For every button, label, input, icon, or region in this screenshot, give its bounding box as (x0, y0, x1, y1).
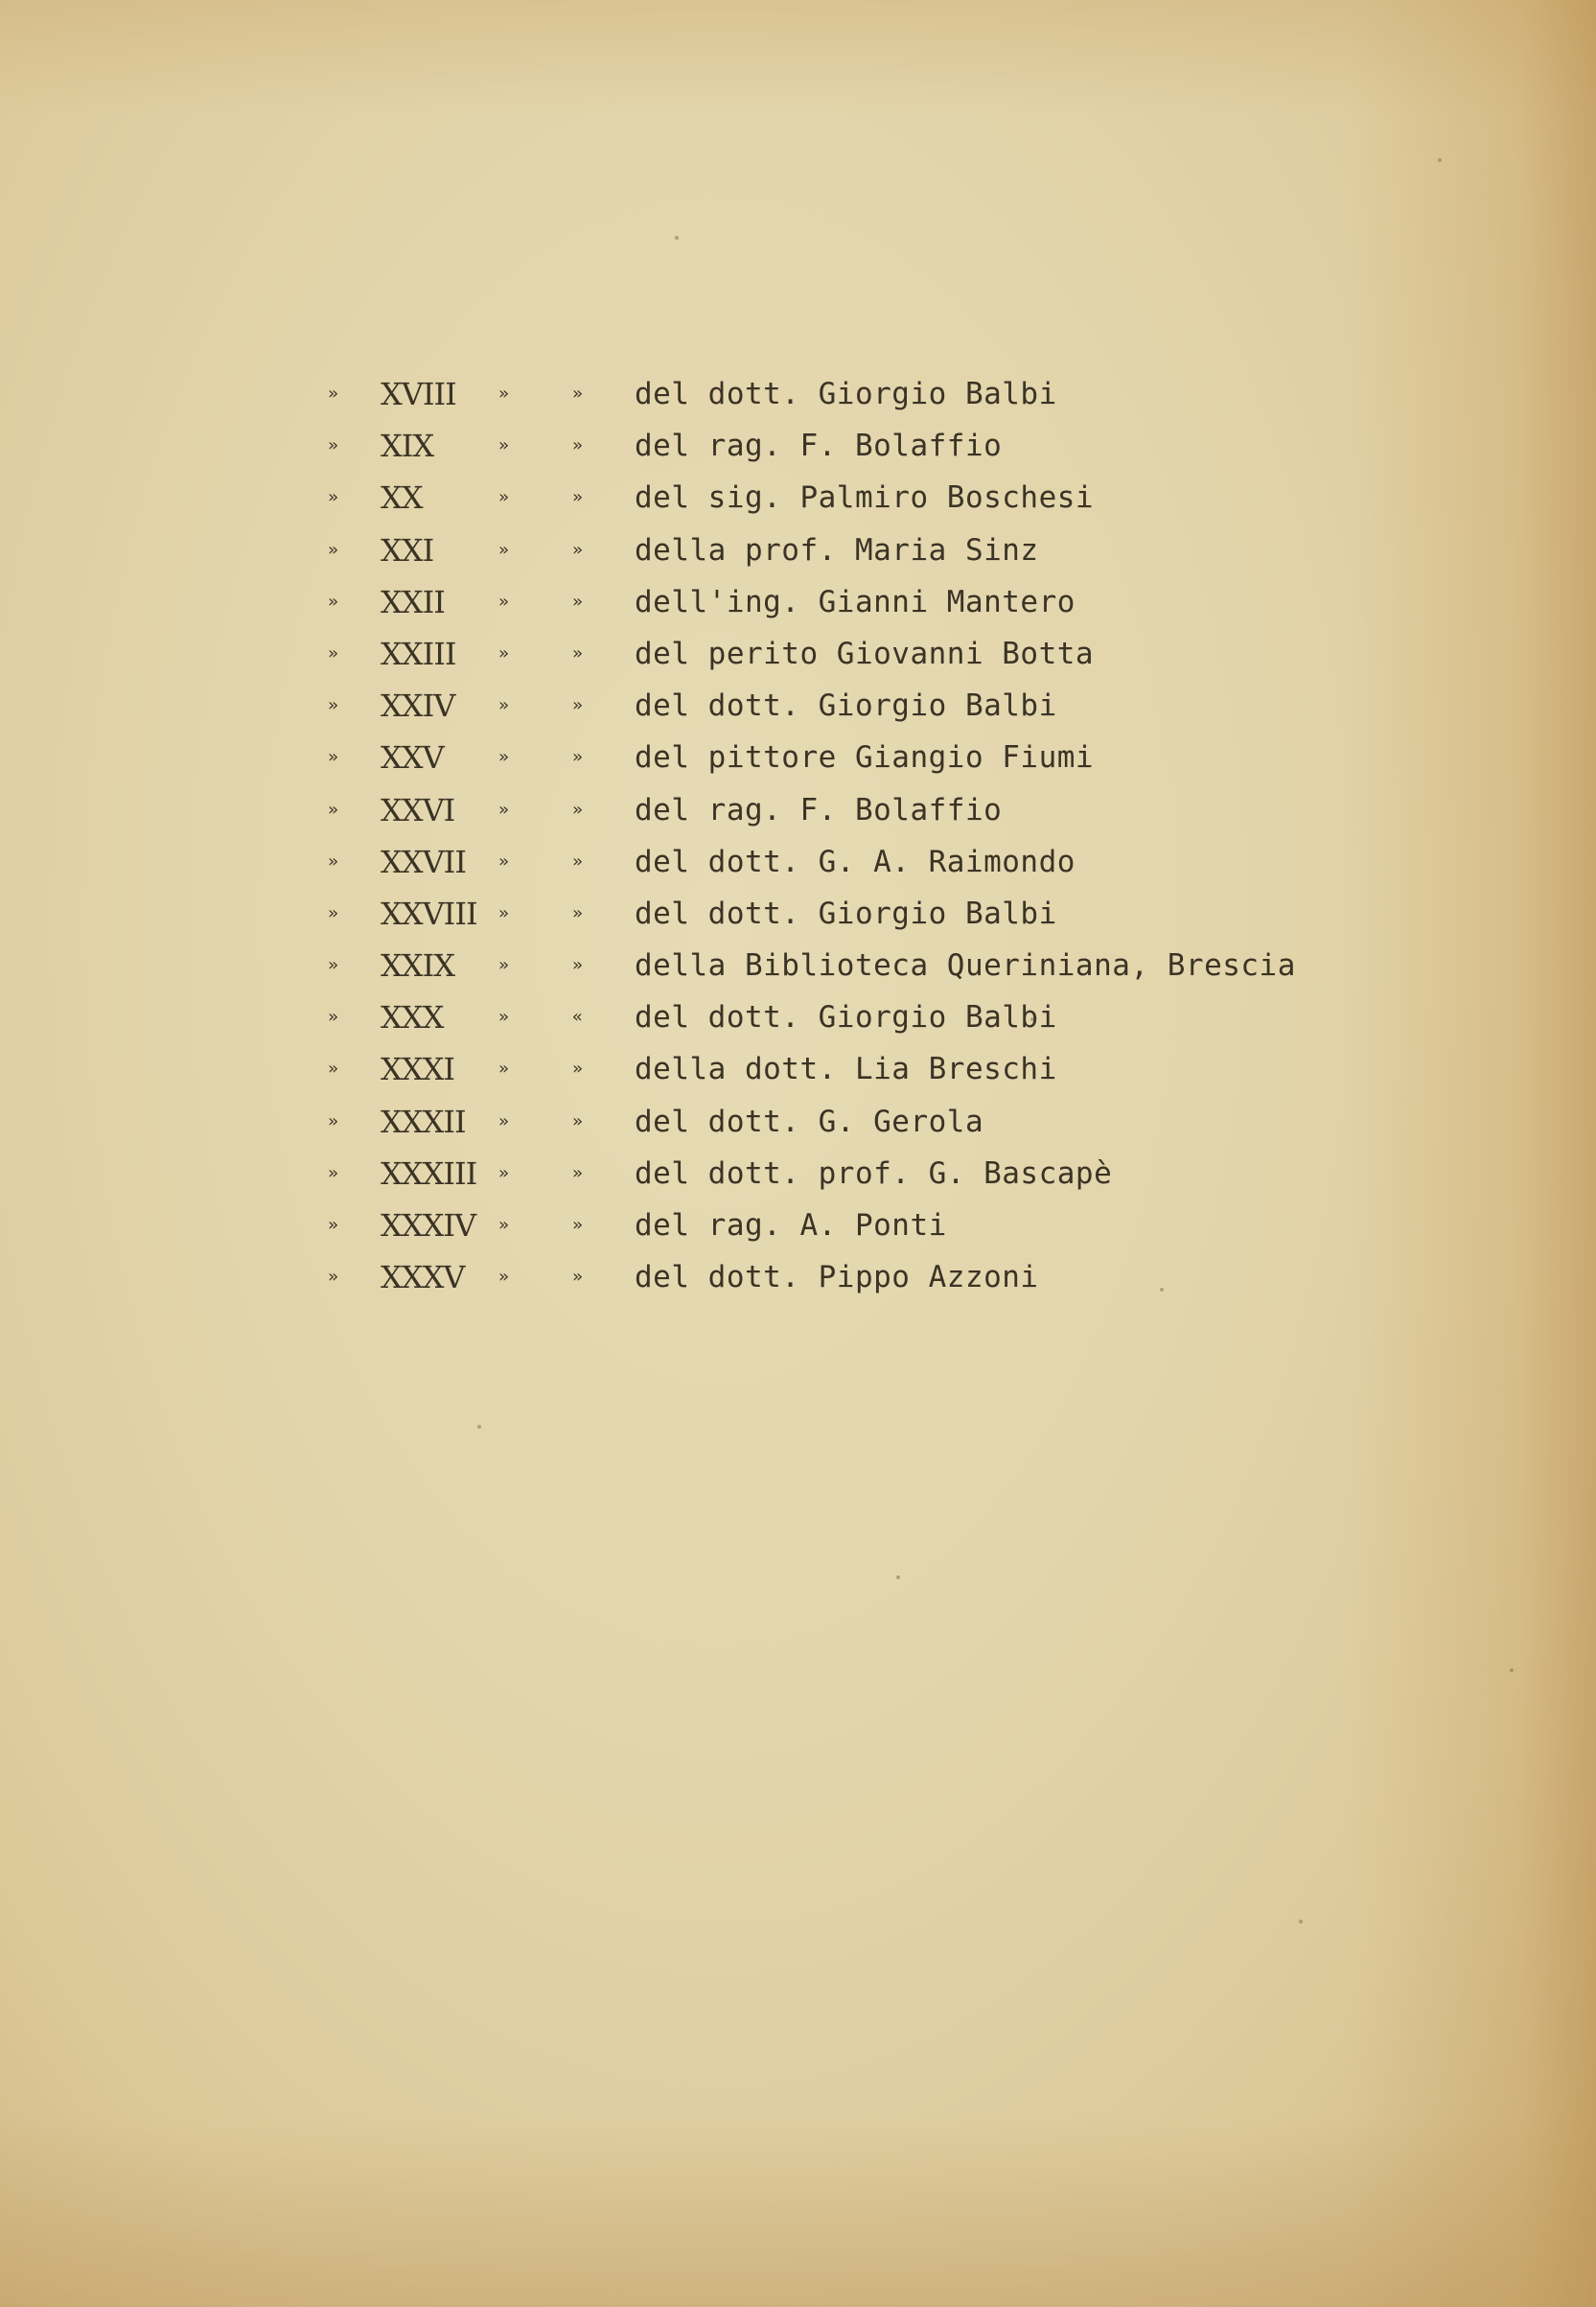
credit-text: del dott. Giorgio Balbi (635, 1000, 1057, 1036)
roman-numeral: XX (381, 479, 423, 517)
ditto-mark: » (498, 539, 509, 560)
ditto-mark: » (328, 642, 338, 664)
roman-numeral: XXXII (381, 1103, 466, 1140)
ditto-mark: » (498, 1059, 509, 1080)
ditto-mark: » (498, 695, 509, 716)
credit-text: del dott. G. A. Raimondo (635, 844, 1076, 879)
paper-speck (477, 1425, 481, 1429)
ditto-mark: » (572, 1110, 583, 1131)
paper-speck (1438, 158, 1442, 162)
credit-text: del dott. Giorgio Balbi (635, 377, 1057, 411)
roman-numeral: XXXI (381, 1051, 454, 1088)
credit-text: del pittore Giangio Fiumi (635, 740, 1095, 776)
ditto-mark: » (328, 1267, 338, 1288)
ditto-mark: » (572, 747, 583, 768)
paper-speck (1510, 1668, 1514, 1672)
ditto-mark: » (498, 902, 509, 923)
ditto-mark: » (498, 799, 509, 820)
page-top-shading (0, 0, 1596, 115)
ditto-mark: » (572, 642, 583, 664)
credit-text: del dott. Pippo Azzoni (635, 1260, 1039, 1295)
ditto-mark: » (498, 591, 509, 612)
ditto-mark: » (572, 1215, 583, 1235)
credit-text: della dott. Lia Breschi (635, 1052, 1057, 1087)
ditto-mark: » (328, 851, 338, 872)
paper-speck (1299, 1920, 1303, 1923)
paper-speck (675, 236, 679, 240)
ditto-mark: » (572, 435, 583, 456)
credit-text: del rag. F. Bolaffio (635, 792, 1003, 827)
list-item (326, 732, 1284, 783)
list-item (326, 991, 1284, 1043)
list-item (326, 1148, 1284, 1200)
ditto-mark: » (572, 902, 583, 923)
ditto-mark: » (498, 747, 509, 768)
roman-numeral: XXIII (381, 635, 456, 672)
credit-text: dell'ing. Gianni Mantero (635, 584, 1076, 619)
credit-text: del dott. Giorgio Balbi (635, 896, 1057, 931)
page-right-shading (1347, 0, 1596, 2307)
credit-text: del dott. Giorgio Balbi (635, 688, 1057, 724)
list-item (326, 368, 1284, 420)
ditto-mark: » (328, 1162, 338, 1183)
credit-text: del sig. Palmiro Boschesi (635, 480, 1095, 516)
credit-text: del dott. G. Gerola (635, 1104, 984, 1139)
credit-text: della Biblioteca Queriniana, Brescia (635, 948, 1296, 984)
roman-numeral: XXX (381, 999, 444, 1037)
illustration-credits-list (326, 368, 1296, 1303)
ditto-mark: » (328, 1007, 338, 1028)
roman-numeral: XXIX (381, 947, 454, 985)
ditto-mark: » (572, 851, 583, 872)
ditto-mark: « (572, 1007, 583, 1028)
list-item (326, 524, 1284, 576)
ditto-mark: » (498, 1162, 509, 1183)
roman-numeral: XVIII (381, 376, 456, 412)
ditto-mark: » (498, 851, 509, 872)
ditto-mark: » (498, 1267, 509, 1288)
ditto-mark: » (328, 384, 338, 404)
ditto-mark: » (328, 695, 338, 716)
list-item (326, 1251, 1284, 1303)
list-item (326, 576, 1284, 628)
ditto-mark: » (572, 1162, 583, 1183)
list-item (326, 940, 1296, 991)
ditto-mark: » (498, 1007, 509, 1028)
list-item (326, 784, 1284, 836)
ditto-mark: » (328, 539, 338, 560)
list-item (326, 680, 1284, 732)
credit-text: del rag. A. Ponti (635, 1208, 947, 1243)
roman-numeral: XXVII (381, 843, 466, 880)
ditto-mark: » (572, 487, 583, 508)
roman-numeral: XXVIII (381, 895, 477, 932)
ditto-mark: » (328, 747, 338, 768)
credit-text: del perito Giovanni Botta (635, 636, 1095, 671)
roman-numeral: XXIV (381, 687, 455, 725)
ditto-mark: » (572, 799, 583, 820)
roman-numeral: XXXIV (381, 1207, 476, 1244)
ditto-mark: » (328, 955, 338, 976)
ditto-mark: » (498, 384, 509, 404)
ditto-mark: » (328, 799, 338, 820)
ditto-mark: » (572, 539, 583, 560)
ditto-mark: » (572, 591, 583, 612)
ditto-mark: » (572, 384, 583, 404)
credit-text: della prof. Maria Sinz (635, 532, 1039, 568)
credit-text: del rag. F. Bolaffio (635, 429, 1003, 464)
ditto-mark: » (498, 435, 509, 456)
ditto-mark: » (572, 955, 583, 976)
ditto-mark: » (328, 435, 338, 456)
list-item (326, 836, 1284, 888)
roman-numeral: XXXIII (381, 1154, 477, 1192)
ditto-mark: » (498, 1215, 509, 1235)
list-item (326, 1096, 1284, 1148)
list-item (326, 1043, 1284, 1095)
ditto-mark: » (328, 487, 338, 508)
list-item (326, 888, 1284, 940)
roman-numeral: XXII (381, 583, 445, 620)
page-bottom-shading (0, 2115, 1596, 2307)
ditto-mark: » (328, 591, 338, 612)
roman-numeral: XXVI (381, 791, 455, 828)
ditto-mark: » (498, 642, 509, 664)
ditto-mark: » (572, 1267, 583, 1288)
list-item (326, 420, 1284, 472)
ditto-mark: » (572, 1059, 583, 1080)
list-item (326, 472, 1284, 524)
ditto-mark: » (498, 1110, 509, 1131)
roman-numeral: XXI (381, 531, 434, 569)
list-item (326, 628, 1284, 680)
roman-numeral: XXXV (381, 1259, 465, 1296)
list-item (326, 1200, 1284, 1251)
ditto-mark: » (328, 1059, 338, 1080)
roman-numeral: XXV (381, 739, 444, 777)
paper-speck (896, 1575, 900, 1579)
ditto-mark: » (572, 695, 583, 716)
roman-numeral: XIX (381, 428, 434, 465)
ditto-mark: » (328, 902, 338, 923)
ditto-mark: » (328, 1110, 338, 1131)
ditto-mark: » (498, 487, 509, 508)
credit-text: del dott. prof. G. Bascapè (635, 1155, 1113, 1191)
ditto-mark: » (498, 955, 509, 976)
ditto-mark: » (328, 1215, 338, 1235)
